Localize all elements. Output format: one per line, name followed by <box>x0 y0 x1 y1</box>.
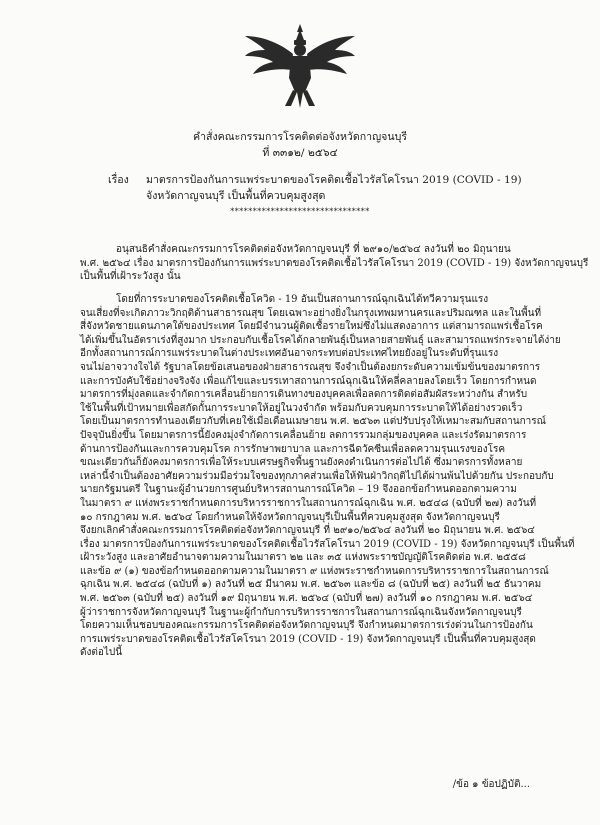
intro-line: พ.ศ. ๒๕๖๔ เรื่อง มาตรการป้องกันการแพร่ระบาดของโรคติดเชื้อไวรัสโคโรนา 2019 (COVID - 19) จังหวัดกาญจนบุรี <box>80 257 589 269</box>
body-line: จนเสี่ยงที่จะเกิดภาวะวิกฤติด้านสาธารณสุข โดยเฉพาะอย่างยิ่งในกรุงเทพมหานครและปริมณฑล และในพื้นที่ <box>80 307 542 319</box>
body-line: โดยที่การระบาดของโรคติดเชื้อโควิด - 19 อันเป็นสถานการณ์ฉุกเฉินได้ทวีความรุนแรง <box>116 294 489 305</box>
body-line: การแพร่ระบาดของโรคติดเชื้อไวรัสโคโรนา 2019 (COVID - 19) จังหวัดกาญจนบุรี เป็นพื้นที่ควบคุมสูงสุด <box>80 633 536 645</box>
body-line: ดังต่อไปนี้ <box>80 647 123 659</box>
body-line: ฉุกเฉิน พ.ศ. ๒๕๔๘ (ฉบับที่ ๑) ลงวันที่ ๒๕ มีนาคม พ.ศ. ๒๕๖๓ และข้อ ๘ (ฉบับที่ ๒๕) ลงวันที่ ๒๕ ธันวาคม <box>80 579 542 591</box>
body-line: จึงยกเลิกคำสั่งคณะกรรมการโรคติดต่อจังหวัดกาญจนบุรี ที่ ๒๙๑๐/๒๕๖๔ ลงวันที่ ๒๐ มิถุนายน พ.ศ. ๒๕๖๔ <box>80 525 535 537</box>
subject-block <box>108 173 538 204</box>
body-line: ขณะเดียวกันก็ยังคงมาตรการเพื่อให้ระบบเศรษฐกิจพื้นฐานยังคงดำเนินการต่อไปได้ ซึ่งมาตรการทั้งหลาย <box>80 457 523 469</box>
order-title: คำสั่งคณะกรรมการโรคติดต่อจังหวัดกาญจนบุรี <box>192 131 408 143</box>
body-line: ปัจจุบันยิ่งขึ้น โดยมาตรการนี้ยังคงมุ่งจำกัดการเคลื่อนย้าย ลดการรวมกลุ่มของบุคคล และเร่งรัดมาตรการ <box>80 429 527 441</box>
continuation-note: /ข้อ ๑ ข้อปฏิบัติ... <box>452 779 530 790</box>
body-line: ได้เพิ่มขึ้นในอัตราเร่งที่สูงมาก ประกอบกับเชื้อโรคได้กลายพันธุ์เป็นหลายสายพันธุ์ และสามารถแพร่กระจายได้ง่าย <box>80 334 561 346</box>
subject-line-1: มาตรการป้องกันการแพร่ระบาดของโรคติดเชื้อไวรัสโคโรนา 2019 (COVID - 19) <box>146 174 522 186</box>
order-number: ที่ ๓๓๑๒/ ๒๕๖๔ <box>262 147 338 159</box>
body-line: นายกรัฐมนตรี ในฐานะผู้อำนวยการศูนย์บริหารสถานการณ์โควิด – 19 จึงออกข้อกำหนดออกตามความ <box>80 484 517 496</box>
body-line: เฝ้าระวังสูง และอาศัยอำนาจตามความในมาตรา ๒๒ และ ๓๕ แห่งพระราชบัญญัติโรคติดต่อ พ.ศ. ๒๕๕๘ <box>80 552 526 564</box>
body-line: โดยความเห็นชอบของคณะกรรมการโรคติดต่อจังหวัดกาญจนบุรี จึงกำหนดมาตรการเร่งด่วนในการป้องกัน <box>80 620 533 632</box>
body-line: มาตรการที่มุ่งลดและจำกัดการเคลื่อนย้ายการเดินทางของบุคคลเพื่อลดการติดต่อสัมผัสระหว่างกัน สำหรับ <box>80 389 528 401</box>
subject-label: เรื่อง <box>108 174 129 186</box>
body-line: จนไม่อาจวางใจได้ รัฐบาลโดยข้อเสนอของฝ่ายสาธารณสุข จึงจำเป็นต้องยกระดับความเข้มข้นของมาตรการ <box>80 361 541 373</box>
body-line: และการบังคับใช้อย่างจริงจัง เพื่อแก้ไขและบรรเทาสถานการณ์ฉุกเฉินให้คลี่คลายลงโดยเร็ว โดยการกำหนด <box>80 375 537 387</box>
body-line: เรื่อง มาตรการป้องกันการแพร่ระบาดของโรคติดเชื้อไวรัสโคโรนา 2019 (COVID - 19) จังหวัดกาญจนบุรี เป็นพื้นที่ <box>80 538 575 550</box>
intro-paragraph <box>80 243 589 284</box>
body-line: โดยเป็นมาตรการทำนองเดียวกับที่เคยใช้เมื่อเดือนเมษายน พ.ศ. ๒๕๖๓ แต่ปรับปรุงให้เหมาะสมกับสถานการณ์ <box>80 416 546 428</box>
body-line: ด้านการป้องกันและการควบคุมโรค การรักษาพยาบาล และการฉีดวัคซีนเพื่อลดความรุนแรงของโรค <box>80 443 506 455</box>
body-paragraph <box>80 293 575 660</box>
intro-line: เป็นพื้นที่เฝ้าระวังสูง นั้น <box>80 271 181 283</box>
body-line: อีกทั้งสถานการณ์การแพร่ระบาดในต่างประเทศอันอาจกระทบต่อประเทศไทยยังอยู่ในระดับที่รุนแรง <box>80 348 499 360</box>
body-line: ผู้ว่าราชการจังหวัดกาญจนบุรี ในฐานะผู้กำกับการบริหารราชการในสถานการณ์ฉุกเฉินจังหวัดกาญจนบุรี <box>80 606 522 618</box>
body-line: ใช้ในพื้นที่เป้าหมายเพื่อสกัดกั้นการระบาดให้อยู่ในวงจำกัด พร้อมกับควบคุมการระบาดให้ได้อย่างรวดเร็ว <box>80 402 523 414</box>
body-line: และข้อ ๙ (๑) ของข้อกำหนดออกตามความในมาตรา ๙ แห่งพระราชกำหนดการบริหารราชการในสถานการณ์ <box>80 565 549 577</box>
intro-line: อนุสนธิคำสั่งคณะกรรมการโรคติดต่อจังหวัดกาญจนบุรี ที่ ๒๙๑๐/๒๕๖๔ ลงวันที่ ๒๐ มิถุนายน <box>116 244 511 255</box>
separator: ******************************* <box>230 207 370 216</box>
subject-line-2: จังหวัดกาญจนบุรี เป็นพื้นที่ควบคุมสูงสุด <box>146 189 326 202</box>
body-line: สี่จังหวัดชายแดนภาคใต้ของประเทศ โดยมีจำนวนผู้ติดเชื้อรายใหม่ซึ่งไม่แสดงอาการ แต่สามารถแพร่เชื้อโรค <box>80 321 543 333</box>
body-line: ในมาตรา ๙ แห่งพระราชกำหนดการบริหารราชการในสถานการณ์ฉุกเฉิน พ.ศ. ๒๕๔๘ (ฉบับที่ ๒๗) ลงวันที่ <box>80 497 537 509</box>
body-line: ๑๐ กรกฎาคม พ.ศ. ๒๕๖๔ โดยกำหนดให้จังหวัดกาญจนบุรีเป็นพื้นที่ควบคุมสูงสุด จังหวัดกาญจนบุรี <box>80 511 500 523</box>
body-line: พ.ศ. ๒๕๖๓ (ฉบับที่ ๒๕) ลงวันที่ ๑๙ มิถุนายน พ.ศ. ๒๕๖๔ (ฉบับที่ ๒๗) ลงวันที่ ๑๐ กรกฎาคม พ.ศ. ๒๕๖๔ <box>80 593 533 605</box>
garuda-emblem-icon <box>241 22 359 110</box>
body-line: เหล่านี้จำเป็นต้องอาศัยความร่วมมือร่วมใจของทุกภาคส่วนเพื่อให้ฟันฝ่าวิกฤติไปได้ผ่านพ้นไปด้วยกัน ประกอบกับ <box>80 470 554 482</box>
